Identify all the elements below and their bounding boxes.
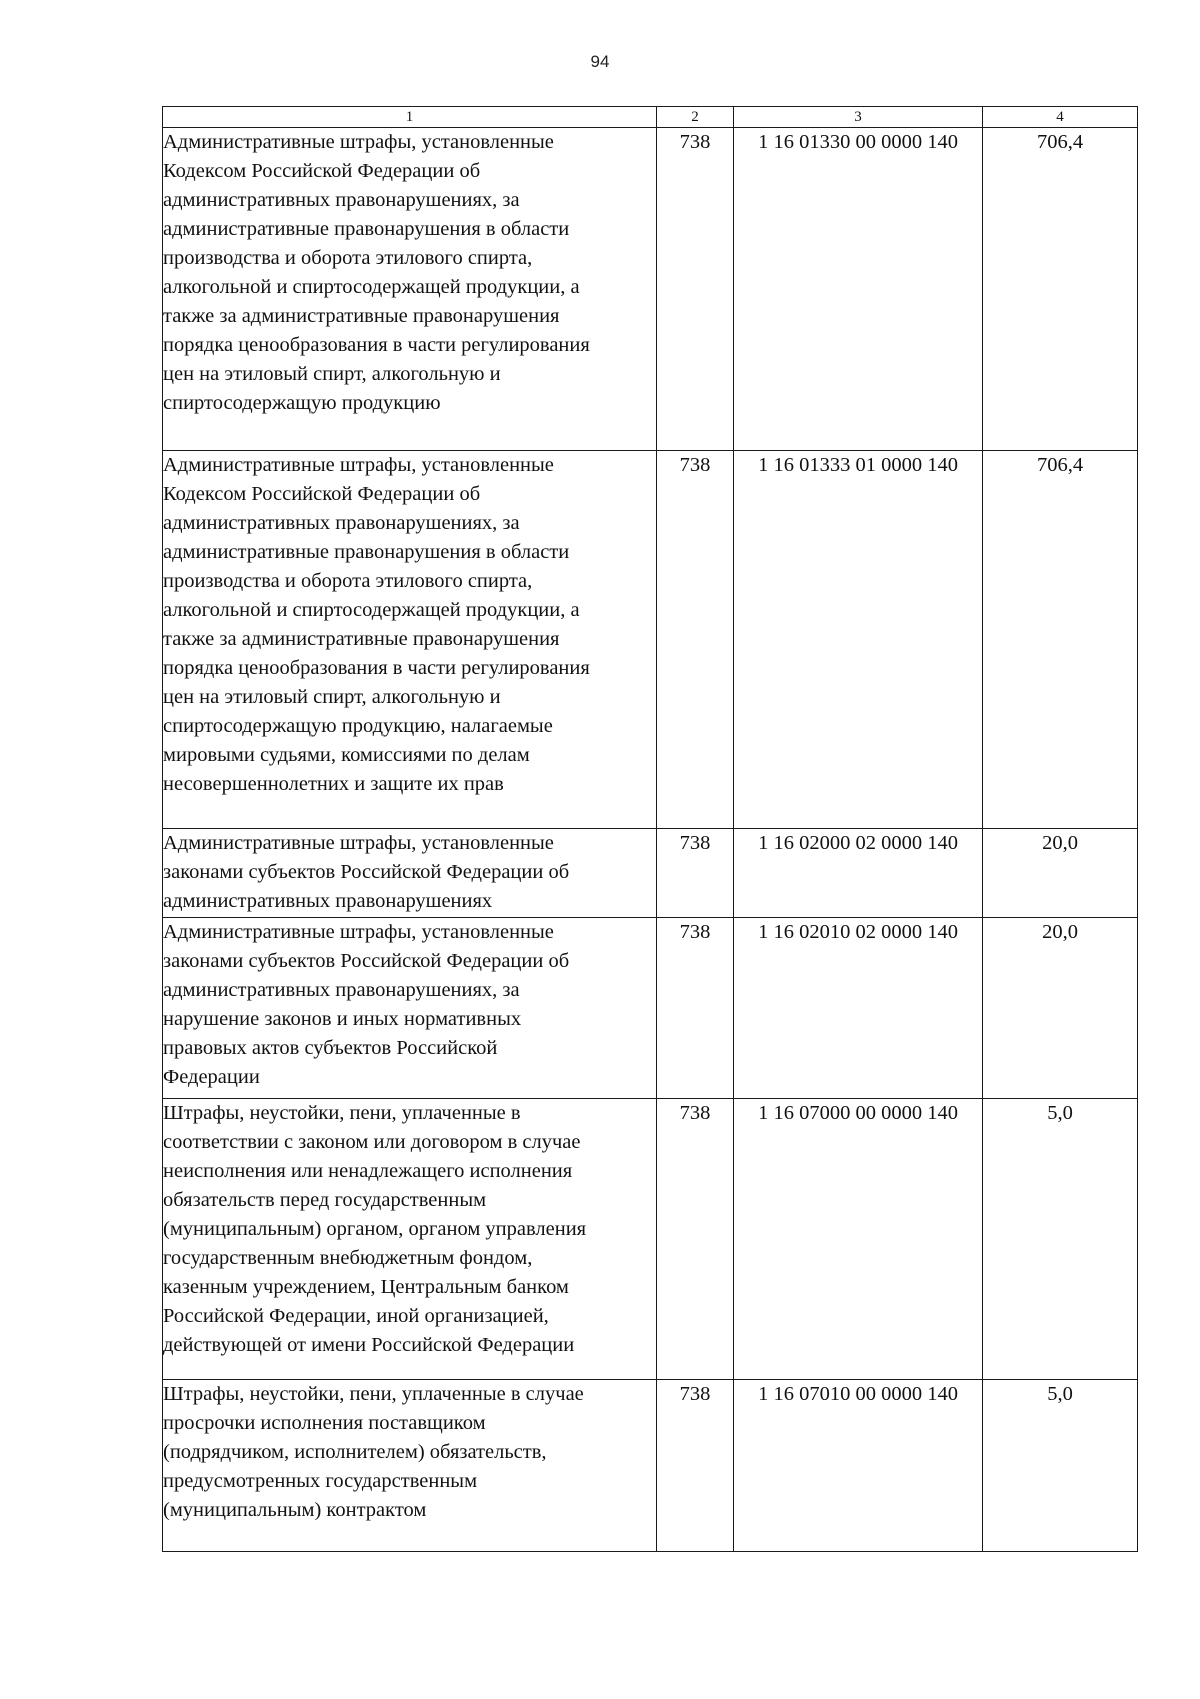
description-line: порядка ценообразования в части регулирования bbox=[163, 657, 590, 679]
description-line: мировыми судьями, комиссиями по делам bbox=[163, 744, 530, 766]
row-kbk-code: 1 16 07000 00 0000 140 bbox=[734, 1099, 983, 1380]
table-row bbox=[163, 451, 1138, 829]
table-row bbox=[163, 128, 1138, 451]
page-number: 94 bbox=[590, 52, 610, 71]
row-kbk-code: 1 16 07010 00 0000 140 bbox=[734, 1380, 983, 1552]
column-header-3: 3 bbox=[734, 107, 983, 128]
description-line: предусмотренных государственным bbox=[163, 1470, 478, 1492]
description-line: спиртосодержащую продукцию bbox=[163, 392, 441, 414]
description-line: (подрядчиком, исполнителем) обязательств, bbox=[163, 1441, 547, 1463]
description-line: административных правонарушениях, за bbox=[163, 979, 520, 1001]
row-admin-code: 738 bbox=[657, 128, 734, 451]
row-kbk-code: 1 16 01333 01 0000 140 bbox=[734, 451, 983, 829]
row-admin-code: 738 bbox=[657, 451, 734, 829]
row-description bbox=[163, 128, 657, 451]
description-line: производства и оборота этилового спирта, bbox=[163, 247, 533, 269]
description-line: административных правонарушениях, за bbox=[163, 189, 520, 211]
row-amount: 706,4 bbox=[983, 128, 1138, 451]
row-admin-code: 738 bbox=[657, 1380, 734, 1552]
row-kbk-code: 1 16 02000 02 0000 140 bbox=[734, 829, 983, 918]
description-line: цен на этиловый спирт, алкогольную и bbox=[163, 686, 501, 708]
description-line: цен на этиловый спирт, алкогольную и bbox=[163, 363, 501, 385]
table-row bbox=[163, 1099, 1138, 1380]
table-row bbox=[163, 1380, 1138, 1552]
column-header-4: 4 bbox=[983, 107, 1138, 128]
table-header-row bbox=[163, 107, 1138, 128]
description-line: спиртосодержащую продукцию, налагаемые bbox=[163, 715, 553, 737]
description-line: (муниципальным) контрактом bbox=[163, 1499, 427, 1521]
row-admin-code: 738 bbox=[657, 918, 734, 1099]
description-line: казенным учреждением, Центральным банком bbox=[163, 1276, 569, 1298]
column-header-2: 2 bbox=[657, 107, 734, 128]
description-line: административных правонарушениях, за bbox=[163, 512, 520, 534]
description-line: также за административные правонарушения bbox=[163, 628, 560, 650]
description-line: Административные штрафы, установленные bbox=[163, 832, 554, 854]
description-line: Административные штрафы, установленные bbox=[163, 131, 554, 153]
table-body bbox=[163, 128, 1138, 1552]
description-line: Кодексом Российской Федерации об bbox=[163, 160, 481, 182]
row-amount: 20,0 bbox=[983, 918, 1138, 1099]
row-amount: 5,0 bbox=[983, 1380, 1138, 1552]
row-description bbox=[163, 1380, 657, 1552]
description-line: просрочки исполнения поставщиком bbox=[163, 1412, 486, 1434]
description-line: правовых актов субъектов Российской bbox=[163, 1037, 498, 1059]
row-admin-code: 738 bbox=[657, 1099, 734, 1380]
description-line: также за административные правонарушения bbox=[163, 305, 560, 327]
row-amount: 20,0 bbox=[983, 829, 1138, 918]
description-line: алкогольной и спиртосодержащей продукции, а bbox=[163, 276, 580, 298]
description-line: (муниципальным) органом, органом управления bbox=[163, 1218, 587, 1240]
description-line: Штрафы, неустойки, пени, уплаченные в bbox=[163, 1102, 521, 1124]
description-line: Российской Федерации, иной организацией, bbox=[163, 1305, 549, 1327]
description-line: порядка ценообразования в части регулирования bbox=[163, 334, 590, 356]
description-line: государственным внебюджетным фондом, bbox=[163, 1247, 533, 1269]
description-line: обязательств перед государственным bbox=[163, 1189, 487, 1211]
description-line: Административные штрафы, установленные bbox=[163, 454, 554, 476]
description-line: административные правонарушения в области bbox=[163, 218, 570, 240]
description-line: административные правонарушения в области bbox=[163, 541, 570, 563]
description-line: несовершеннолетних и защите их прав bbox=[163, 773, 504, 795]
column-header-1: 1 bbox=[163, 107, 657, 128]
description-line: Штрафы, неустойки, пени, уплаченные в случае bbox=[163, 1383, 584, 1405]
description-line: Федерации bbox=[163, 1066, 260, 1088]
row-amount: 5,0 bbox=[983, 1099, 1138, 1380]
description-line: законами субъектов Российской Федерации об bbox=[163, 950, 570, 972]
row-description bbox=[163, 829, 657, 918]
row-description bbox=[163, 1099, 657, 1380]
row-admin-code: 738 bbox=[657, 829, 734, 918]
description-line: нарушение законов и иных нормативных bbox=[163, 1008, 522, 1030]
row-description bbox=[163, 918, 657, 1099]
table-row bbox=[163, 918, 1138, 1099]
description-line: Кодексом Российской Федерации об bbox=[163, 483, 481, 505]
description-line: административных правонарушениях bbox=[163, 890, 493, 912]
row-description bbox=[163, 451, 657, 829]
description-line: законами субъектов Российской Федерации об bbox=[163, 861, 570, 883]
row-amount: 706,4 bbox=[983, 451, 1138, 829]
row-kbk-code: 1 16 02010 02 0000 140 bbox=[734, 918, 983, 1099]
description-line: действующей от имени Российской Федерации bbox=[163, 1334, 575, 1356]
description-line: производства и оборота этилового спирта, bbox=[163, 570, 533, 592]
description-line: неисполнения или ненадлежащего исполнения bbox=[163, 1160, 573, 1182]
description-line: Административные штрафы, установленные bbox=[163, 921, 554, 943]
table-row bbox=[163, 829, 1138, 918]
description-line: соответствии с законом или договором в случае bbox=[163, 1131, 581, 1153]
row-kbk-code: 1 16 01330 00 0000 140 bbox=[734, 128, 983, 451]
revenue-table bbox=[162, 106, 1138, 1552]
description-line: алкогольной и спиртосодержащей продукции, а bbox=[163, 599, 580, 621]
